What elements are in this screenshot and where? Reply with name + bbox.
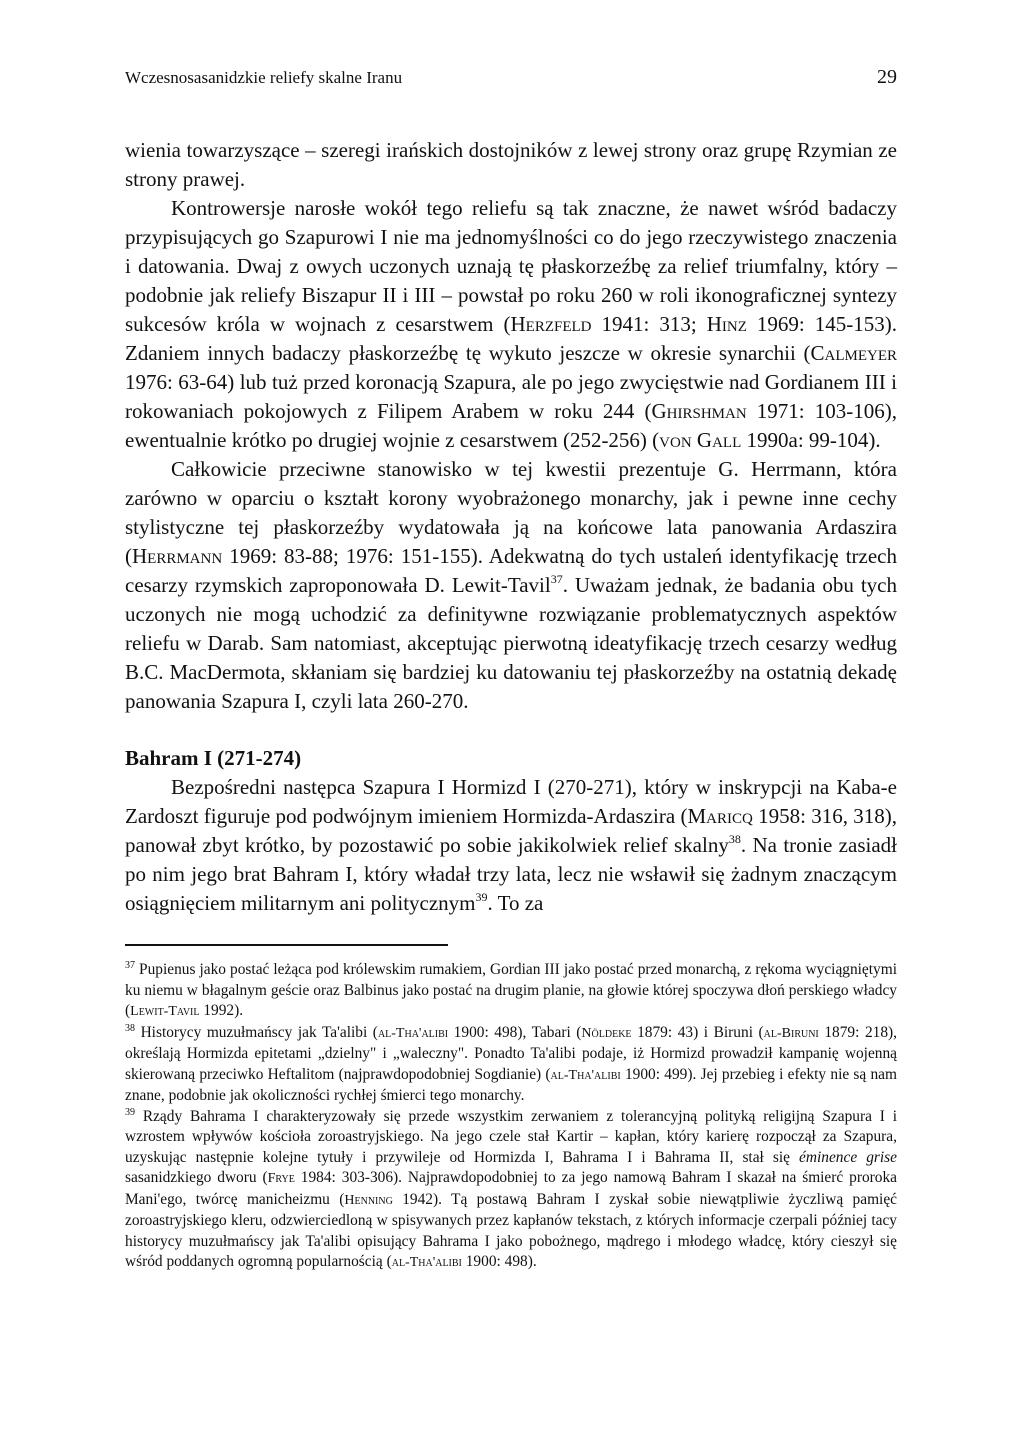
- citation-author: von Gall: [659, 428, 742, 452]
- text-run: Pupienus jako postać leżąca pod królewskim rumakiem, Gordian III jako postać przed monarchą, z rękoma wyciągniętymi ku niemu w błagalnym geście oraz Balbinus jako postać na drugim planie, na głowie której spoczywa dłoń perskiego władcy (: [125, 961, 897, 1019]
- citation-author: Henning: [344, 1192, 393, 1208]
- citation-author: Ghirshman: [651, 399, 747, 423]
- footnote-number: 38: [125, 1022, 135, 1034]
- paragraph-controversy: [125, 194, 897, 455]
- page-number: 29: [877, 66, 897, 88]
- citation-author: Maricq: [687, 804, 753, 828]
- section-heading: Bahram I (271-274): [125, 746, 302, 770]
- text-run: 1900: 498), Tabari (: [448, 1023, 582, 1041]
- footnote-ref[interactable]: 38: [728, 832, 741, 846]
- text-run: 1900: 499). Jej przebieg i efekty nie są nam znane, podobnie jak okoliczności rychłej śmierci tego monarchy.: [125, 1065, 897, 1104]
- text-run: . Uważam jednak, że badania obu tych uczonych nie mogą uchodzić za definitywne rozwiązanie problematycznych aspektów reliefu w Darab. Sam natomiast, akceptując pierwotną ideatyfikację trzech cesarzy według B.C. MacDermota, skłaniam się bardziej ku datowaniu tej płaskorzeźby na ostatnią dekadę panowania Szapura I, czyli lata 260-270.: [125, 573, 897, 713]
- citation-author: Herrmann: [132, 544, 223, 568]
- footnote-ref[interactable]: 39: [475, 890, 488, 904]
- footnote-number: 39: [125, 1106, 135, 1118]
- body-text: [125, 136, 897, 918]
- text-run: 1990a: 99-104).: [741, 428, 881, 452]
- text-run: sasanidzkiego dworu (: [125, 1169, 268, 1186]
- footnote-separator: [125, 944, 448, 946]
- page-header: [125, 66, 897, 89]
- footnote-number: 37: [125, 960, 135, 971]
- citation-author: Calmeyer: [810, 341, 897, 365]
- text-run: 1969: 83-88; 1976: 151-155). Adekwatną do tych ustaleń identyfikację trzech cesarzy rzymskich zaproponowała D. Lewit-Tavil: [125, 544, 897, 597]
- citation-author: Herzfeld: [510, 312, 592, 336]
- text-run: 1984: 303-306). Najprawdopodobniej to za jego namową Bahram I skazał na śmierć proroka Mani'ego, twórcę manicheizmu (: [125, 1169, 898, 1208]
- paragraph-continued: [125, 136, 897, 194]
- citation-author: Nöldeke: [581, 1025, 632, 1041]
- text-run: 1969: 145-153). Zdaniem innych badaczy płaskorzeźbę tę wykuto jeszcze w okresie synarchii (: [125, 312, 897, 365]
- text-run: 1958: 316, 318), panował zbyt krótko, by pozostawić po sobie jakikolwiek relief skalny: [125, 804, 898, 857]
- footnote-37: [125, 960, 897, 1023]
- paragraph-herrmann: [125, 455, 897, 716]
- citation-author: Frye: [267, 1171, 295, 1186]
- citation-author: Hinz: [706, 312, 747, 336]
- text-run: Rządy Bahrama I charakteryzowały się przede wszystkim zerwaniem z tolerancyjną polityką religijną Szapura I i wzrostem wpływów kościoła zoroastryjskiego. Na jego czele stał Kartir – kapłan, który karierę rozpoczął za Szapura, uzyskując następnie kolejne tytuły i przywileje od Hormizda I, Bahrama I i Bahrama II, stał się: [125, 1107, 897, 1166]
- text-run: 1941: 313;: [591, 312, 707, 336]
- text-run: 1879: 43) i Biruni (: [631, 1023, 764, 1041]
- text-run: Całkowicie przeciwne stanowisko w tej kwestii prezentuje G. Herrmann, która zarówno w oparciu o kształt korony wyobrażonego monarchy, jak i pewne inne cechy stylistyczne tej płaskorzeźby wydatowała ją na końcowe lata panowania Ardaszira (: [125, 457, 897, 568]
- text-run: wienia towarzyszące – szeregi irańskich dostojników z lewej strony oraz grupę Rzymian ze strony prawej.: [125, 138, 897, 191]
- citation-author: al-Tha'alibi: [377, 1025, 449, 1041]
- text-run: . Na tronie zasiadł po nim jego brat Bahram I, który władał trzy lata, lecz nie wsławił się żadnym znaczącym osiągnięciem militarnym ani politycznym: [125, 833, 897, 915]
- text-run: 1992).: [199, 1002, 244, 1019]
- text-run: Bezpośredni następca Szapura I Hormizd I (270-271), który w inskrypcji na Kaba-e Zardoszt figuruje pod podwójnym imieniem Hormizda-Ardaszira (: [125, 775, 897, 828]
- footnote-38: [125, 1023, 897, 1107]
- running-title: Wczesnosasanidzkie reliefy skalne Iranu: [125, 68, 403, 87]
- citation-author: al-Tha'alibi: [550, 1067, 621, 1083]
- italic-term: éminence grise: [799, 1148, 897, 1166]
- text-run: 1971: 103-106), ewentualnie krótko po drugiej wojnie z cesarstwem (252-256) (: [125, 399, 897, 452]
- text-run: 1976: 63-64) lub tuż przed koronacją Szapura, ale po jego zwycięstwie nad Gordianem III i rokowaniach pokojowych z Filipem Arabem w roku 244 (: [125, 370, 897, 423]
- text-run: 1942). Tą postawą Bahram I zyskał sobie niewątpliwie życzliwą pamięć zoroastryjskiego kleru, odzwierciedloną w spisywanych przez kapłanów tekstach, z których informacje czerpali później tacy historycy muzułmańscy jak Ta'alibi opisujący Bahrama I jako pobożnego, mądrego i młodego władcę, który cieszył się wśród poddanych ogromną popularnością (: [125, 1190, 897, 1270]
- text-run: . To za: [487, 891, 544, 915]
- text-run: 1879: 218), określają Hormizda epitetami „dzielny" i „waleczny". Ponadto Ta'alibi podaje, iż Hormizd prowadził kampanię wojenną skierowaną przeciwko Heftalitom (najprawdopodobniej Sogdianie) (: [125, 1023, 898, 1083]
- paragraph-bahram: [125, 773, 897, 918]
- text-run: Kontrowersje narosłe wokół tego reliefu są tak znaczne, że nawet wśród badaczy przypisujących go Szapurowi I nie ma jednomyślności co do jego rzeczywistego znaczenia i datowania. Dwaj z owych uczonych uznają tę płaskorzeźbę za relief triumfalny, który – podobnie jak reliefy Biszapur II i III – powstał po roku 260 w roli ikonograficznej syntezy sukcesów króla w wojnach z cesarstwem (: [125, 196, 897, 336]
- text-run: 1900: 498).: [461, 1253, 537, 1270]
- text-run: Historycy muzułmańscy jak Ta'alibi (: [135, 1023, 378, 1041]
- citation-author: Lewit-Tavil: [130, 1004, 200, 1019]
- citation-author: al-Tha'alibi: [391, 1255, 462, 1270]
- footnote-39: [125, 1107, 897, 1274]
- footnotes: [125, 960, 897, 1274]
- footnote-ref[interactable]: 37: [550, 572, 563, 586]
- citation-author: al-Biruni: [763, 1025, 819, 1041]
